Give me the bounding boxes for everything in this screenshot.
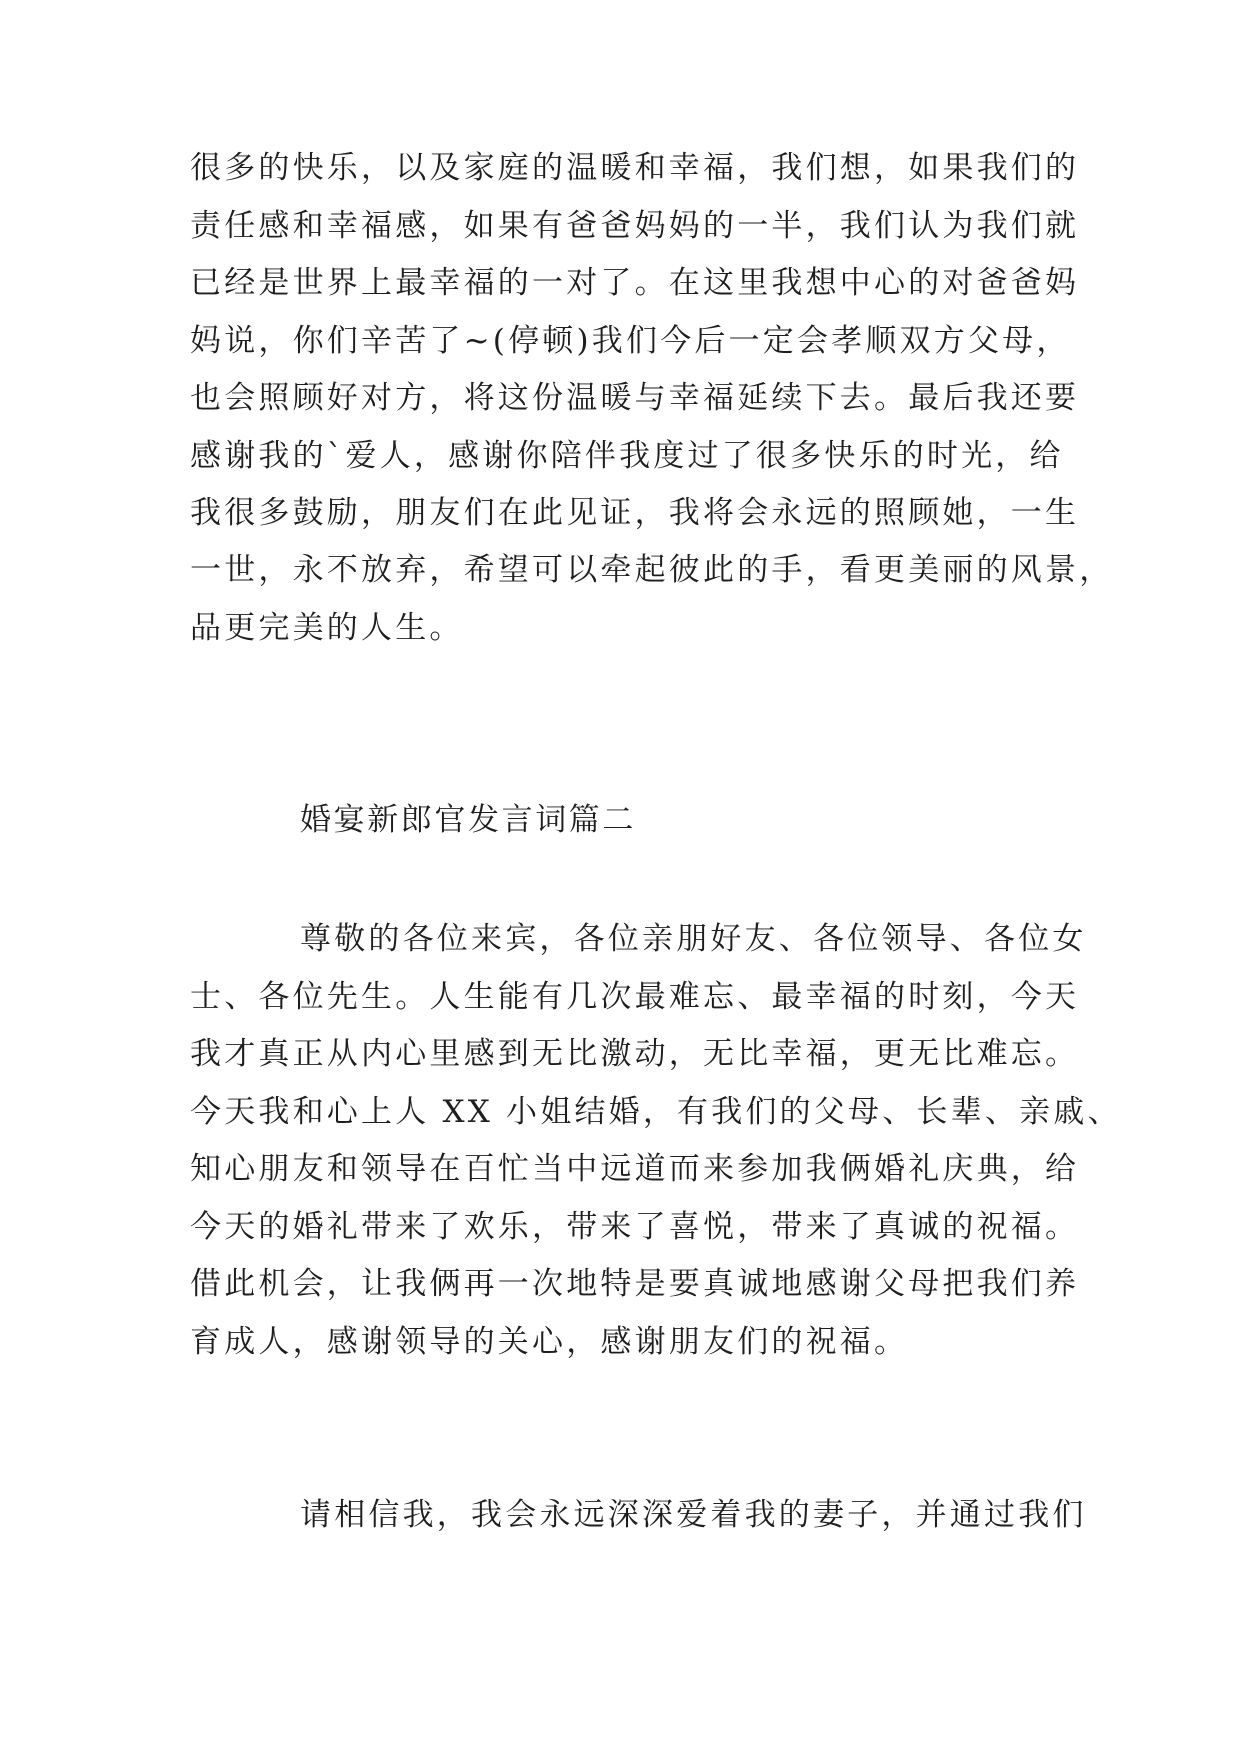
body-text-line: 妈说，你们辛苦了~(停顿)我们今后一定会孝顺双方父母， (190, 323, 1071, 359)
body-text-line: 已经是世界上最幸福的一对了。在这里我想中心的对爸爸妈 (190, 265, 1080, 301)
body-text-line: 借此机会，让我俩再一次地特是要真诚地感谢父母把我们养 (190, 1266, 1080, 1302)
body-text-line: 士、各位先生。人生能有几次最难忘、最幸福的时刻，今天 (190, 979, 1080, 1015)
body-text-line: 今天的婚礼带来了欢乐，带来了喜悦，带来了真诚的祝福。 (190, 1209, 1080, 1245)
body-text-line: 品更完美的人生。 (190, 610, 464, 646)
section-heading: 婚宴新郎官发言词篇二 (300, 802, 636, 838)
body-text-line: 责任感和幸福感，如果有爸爸妈妈的一半，我们认为我们就 (190, 208, 1080, 244)
body-text-line: 尊敬的各位来宾，各位亲朋好友、各位领导、各位女 (300, 921, 1087, 957)
body-text-line: 请相信我，我会永远深深爱着我的妻子，并通过我们 (300, 1497, 1087, 1533)
body-text-line: 感谢我的`爱人，感谢你陪伴我度过了很多快乐的时光，给 (190, 438, 1064, 474)
body-text-line: 一世，永不放弃，希望可以牵起彼此的手，看更美丽的风景， (190, 552, 1114, 588)
body-text-line: 今天我和心上人 XX 小姐结婚，有我们的父母、长辈、亲戚、 (190, 1094, 1122, 1130)
body-text-line: 很多的快乐，以及家庭的温暖和幸福，我们想，如果我们的 (190, 150, 1080, 186)
body-text-line: 我才真正从内心里感到无比激动，无比幸福，更无比难忘。 (190, 1036, 1080, 1072)
body-text-line: 我很多鼓励，朋友们在此见证，我将会永远的照顾她，一生 (190, 495, 1080, 531)
body-text-line: 育成人，感谢领导的关心，感谢朋友们的祝福。 (190, 1324, 909, 1360)
body-text-line: 知心朋友和领导在百忙当中远道而来参加我俩婚礼庆典，给 (190, 1151, 1080, 1187)
body-text-line: 也会照顾好对方，将这份温暖与幸福延续下去。最后我还要 (190, 380, 1080, 416)
